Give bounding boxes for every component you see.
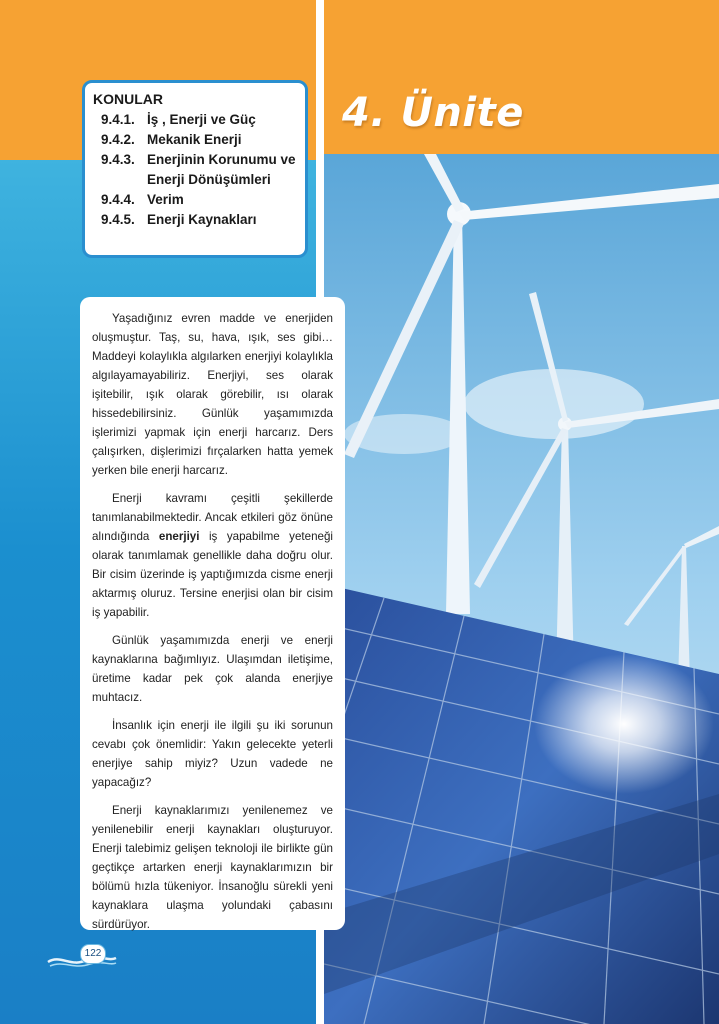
page-number: 122: [80, 944, 106, 964]
topic-item: [101, 210, 297, 230]
topics-heading: KONULAR: [93, 91, 163, 107]
topic-number: 9.4.4.: [101, 192, 135, 207]
topic-text: Enerji Kaynakları: [147, 212, 257, 227]
paragraph-2-end: iş yapabilme yeteneği olarak tanımlamak genellikle daha doğru olur. Bir cisim üzerinde iş yaptığımızda cisme enerji aktarmış oluruz. Tersine enerjisi olan bir cisim iş yapabilir.: [92, 530, 333, 619]
topic-number: 9.4.5.: [101, 212, 135, 227]
paragraph-5: Enerji kaynaklarımızı yenilenemez ve yenilenebilir enerji kaynakları oluşturuyor. Enerji talebimiz gelişen teknoloji ile birlikte gün geçtikçe artarken enerji kaynaklarımızın bir bölümü hızla tükeniyor. İnsanoğlu sürekli yeni kaynaklara ulaşma yolundaki çabasını sürdürüyor.: [92, 804, 333, 931]
paragraph-3: Günlük yaşamımızda enerji ve enerji kaynaklarına bağımlıyız. Ulaşımdan iletişime, üretime kadar pek çok alanda enerjiye muhtacız.: [92, 634, 333, 704]
paragraph-1: Yaşadığınız evren madde ve enerjiden oluşmuştur. Taş, su, hava, ışık, ses gibi… Maddeyi kolaylıkla algılarken enerjiyi kolaylıkla algılayamayabiliriz. Enerjiyi, ses olarak işitebilir, ışık olarak görebilir, ısı olarak hissedebilirsiniz. Günlük yaşamımızda işlerimizi yapmak için enerji harcarız. Ders çalışırken, dişlerimizi fırçalarken hatta yemek yerken bile enerji harcarız.: [92, 312, 333, 477]
topic-text: Verim: [147, 192, 184, 207]
paragraph-4: İnsanlık için enerji ile ilgili şu iki sorunun cevabı çok önemlidir: Yakın gelecekte yeterli enerjiye sahip miyiz? Uzun vadede ne yapacağız?: [92, 719, 333, 789]
topics-box: [82, 80, 308, 258]
topic-text: Mekanik Enerji: [147, 132, 242, 147]
topic-number: 9.4.2.: [101, 132, 135, 147]
paragraph-2: [92, 489, 333, 622]
topic-item: [101, 110, 297, 130]
topic-item: [101, 130, 297, 150]
paragraph-2-start: Enerji kavramı çeşitli şekillerde tanımlanabilmektedir. Ancak etkileri göz önüne alındığında: [92, 492, 333, 543]
page-number-badge: [46, 942, 118, 972]
topic-number: 9.4.1.: [101, 112, 135, 127]
topic-number: 9.4.3.: [101, 152, 135, 167]
topic-item: [101, 150, 297, 190]
wind-solar-photo: [324, 154, 719, 1024]
unit-title: 4. Ünite: [342, 90, 524, 136]
intro-text-box: [80, 297, 345, 930]
paragraph-2-bold: enerjiyi: [158, 530, 200, 543]
topic-item: [101, 190, 297, 210]
topic-text: Enerjinin Korunumu ve Enerji Dönüşümleri: [147, 152, 296, 187]
topic-text: İş , Enerji ve Güç: [147, 112, 256, 127]
